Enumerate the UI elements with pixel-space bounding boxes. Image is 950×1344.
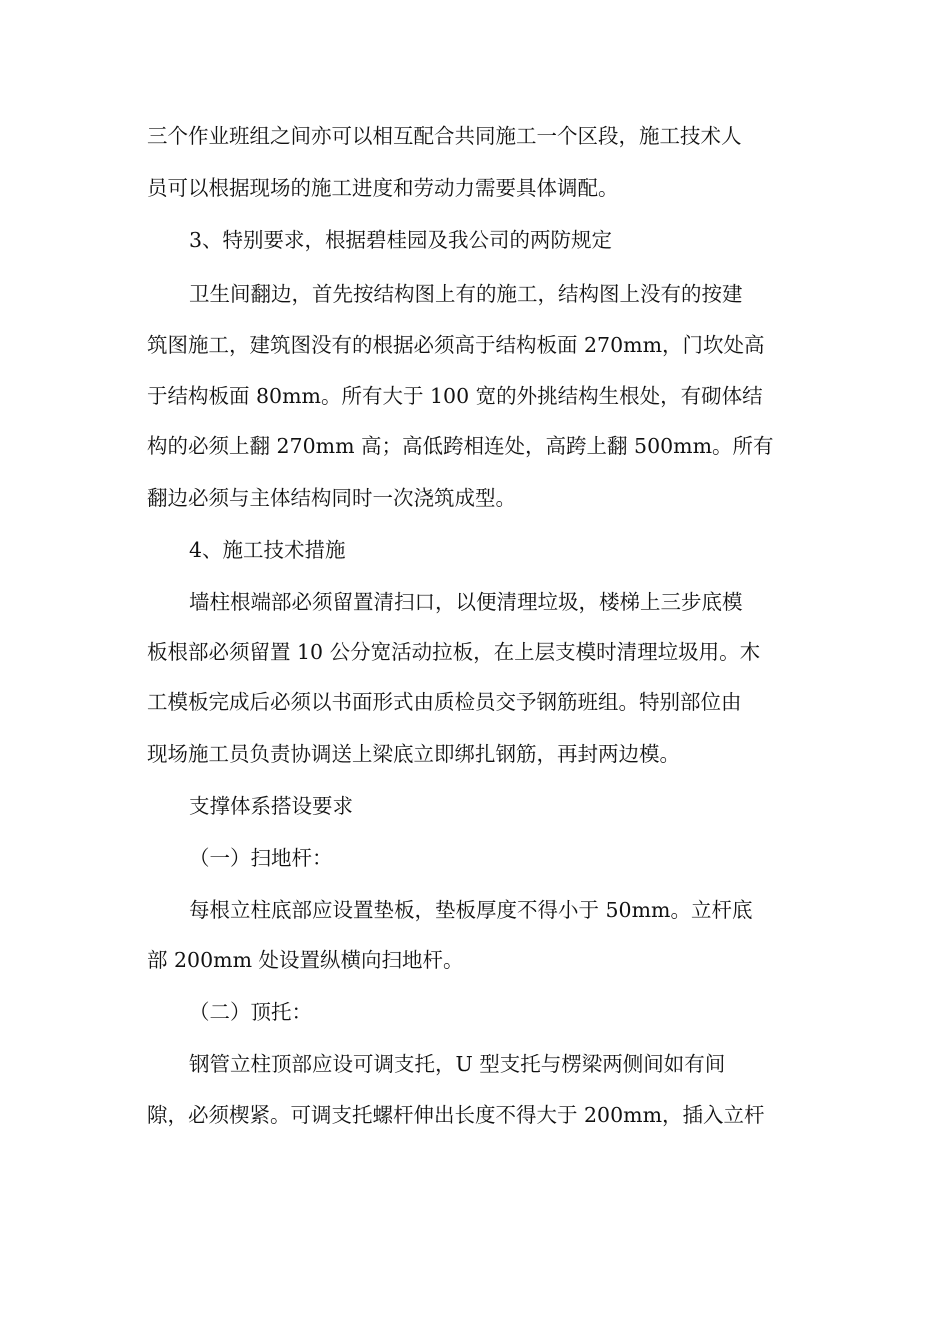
text-line-1: 三个作业班组之间亦可以相互配合共同施工一个区段，施工技术人 <box>147 124 742 148</box>
section-heading-technical-measures: 4、施工技术措施 <box>189 538 346 562</box>
text-line-10: 墙柱根端部必须留置清扫口，以便清理垃圾，楼梯上三步底模 <box>189 590 743 614</box>
subheading-top-support: （二）顶托： <box>189 1000 312 1024</box>
text-line-16: 每根立柱底部应设置垫板，垫板厚度不得小于 50mm。立杆底 <box>189 898 753 922</box>
text-line-4: 卫生间翻边，首先按结构图上有的施工，结构图上没有的按建 <box>189 282 743 306</box>
text-line-5: 筑图施工，建筑图没有的根据必须高于结构板面 270mm，门坎处高 <box>147 333 765 357</box>
text-line-6: 于结构板面 80mm。所有大于 100 宽的外挑结构生根处，有砌体结 <box>147 384 763 408</box>
text-line-19: 钢管立柱顶部应设可调支托，U 型支托与楞梁两侧间如有间 <box>189 1052 726 1076</box>
text-line-11: 板根部必须留置 10 公分宽活动拉板，在上层支模时清理垃圾用。木 <box>147 640 761 664</box>
section-heading-support-system: 支撑体系搭设要求 <box>189 794 353 818</box>
section-heading-special-requirements: 3、特别要求，根据碧桂园及我公司的两防规定 <box>189 228 613 252</box>
text-line-12: 工模板完成后必须以书面形式由质检员交予钢筋班组。特别部位由 <box>147 690 742 714</box>
text-line-7: 构的必须上翻 270mm 高；高低跨相连处，高跨上翻 500mm。所有 <box>147 434 774 458</box>
text-line-13: 现场施工员负责协调送上梁底立即绑扎钢筋，再封两边模。 <box>147 742 680 766</box>
subheading-sweep-pole: （一）扫地杆： <box>189 846 333 870</box>
text-line-17: 部 200mm 处设置纵横向扫地杆。 <box>147 948 464 972</box>
text-line-8: 翻边必须与主体结构同时一次浇筑成型。 <box>147 486 516 510</box>
text-line-20: 隙，必须楔紧。可调支托螺杆伸出长度不得大于 200mm，插入立杆 <box>147 1103 765 1127</box>
text-line-2: 员可以根据现场的施工进度和劳动力需要具体调配。 <box>147 176 619 200</box>
